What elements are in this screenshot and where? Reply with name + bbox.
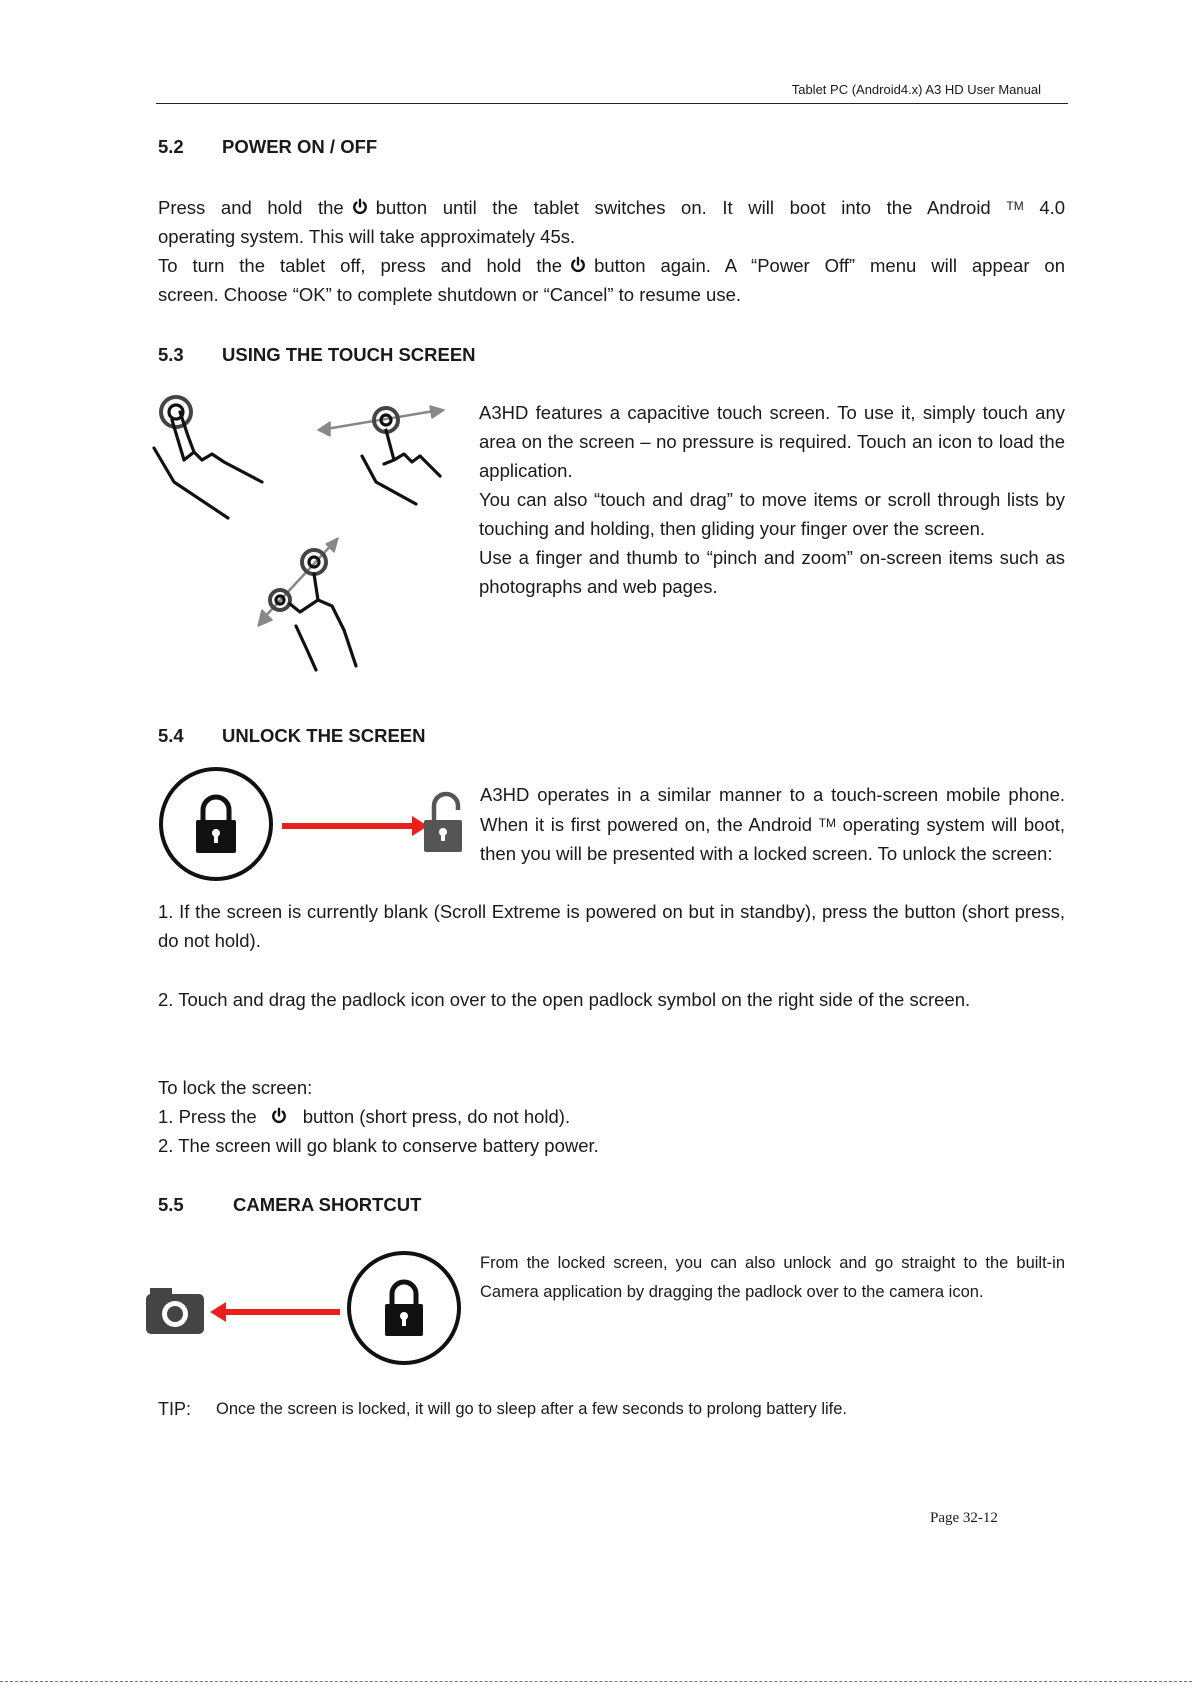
running-header [156,80,1068,104]
power-line-2: operating system. This will take approximately 45s. [158,226,576,247]
power-icon [269,1107,289,1125]
section-heading-5-5: 5.5 CAMERA SHORTCUT [158,1194,422,1215]
power-line-4: screen. Choose “OK” to complete shutdown or “Cancel” to resume use. [158,284,742,305]
section-heading-5-4: 5.4 UNLOCK THE SCREEN [158,725,426,746]
touch-paragraph-1: A3HD features a capacitive touch screen. To use it, simply touch any area on the screen – no pressure is required. Touch an icon to load the application. [479,402,1065,481]
drag-hand-icon [318,406,444,504]
camera-shortcut-text: From the locked screen, you can also unlock and go straight to the built-in Camera application by dragging the padlock over to the camera icon. [480,1254,1065,1301]
locked-padlock-icon [349,1253,459,1363]
unlock-illustration [158,764,468,884]
section-heading-5-2: 5.2 POWER ON / OFF [158,136,378,157]
power-icon [350,198,370,216]
unlock-intro: A3HD operates in a similar manner to a touch-screen mobile phone. When it is first powered on, the Android ™ operating system will boot, then you will be presented with a locked screen. To unlock the screen: [480,784,1066,864]
page-number: Page 32-12 [930,1510,998,1526]
touch-screen-text [479,398,1065,601]
tip-text: Once the screen is locked, it will go to sleep after a few seconds to prolong battery life. [216,1400,847,1418]
touch-gestures-illustration [150,390,470,680]
section-heading-5-3: 5.3 USING THE TOUCH SCREEN [158,344,476,365]
drag-arrow-icon [282,816,428,836]
camera-shortcut-illustration [144,1250,464,1368]
locked-padlock-icon [161,769,271,879]
tap-hand-icon [154,397,262,518]
power-line-1: Press and hold the button until the tablet switches on. It will boot into the Android ™ 4.0 [158,197,1066,218]
lock-instructions [158,1073,1065,1160]
camera-icon [146,1288,204,1334]
tip-label: TIP: [158,1399,192,1419]
drag-arrow-icon [210,1302,340,1322]
power-line-3: To turn the tablet off, press and hold the button again. A “Power Off” menu will appear on [158,255,1065,276]
page-edge-divider [0,1681,1192,1682]
open-padlock-icon [424,794,462,852]
lock-step-1: 1. Press the button (short press, do not hold). [158,1106,571,1127]
unlock-step-2: 2. Touch and drag the padlock icon over to the open padlock symbol on the right side of the screen. [158,989,971,1010]
lock-title: To lock the screen: [158,1077,313,1098]
touch-paragraph-3: Use a finger and thumb to “pinch and zoom” on-screen items such as photographs and web pages. [479,547,1065,597]
power-icon [568,256,588,274]
touch-paragraph-2: You can also “touch and drag” to move items or scroll through lists by touching and holding, then gliding your finger over the screen. [479,489,1065,539]
header-title: Tablet PC (Android4.x) A3 HD User Manual [791,82,1041,97]
power-paragraph [158,192,1065,309]
lock-step-2: 2. The screen will go blank to conserve battery power. [158,1135,599,1156]
pinch-hand-icon [258,538,356,670]
unlock-step-1: 1. If the screen is currently blank (Scroll Extreme is powered on but in standby), press the button (short press, do not hold). [158,901,1065,951]
